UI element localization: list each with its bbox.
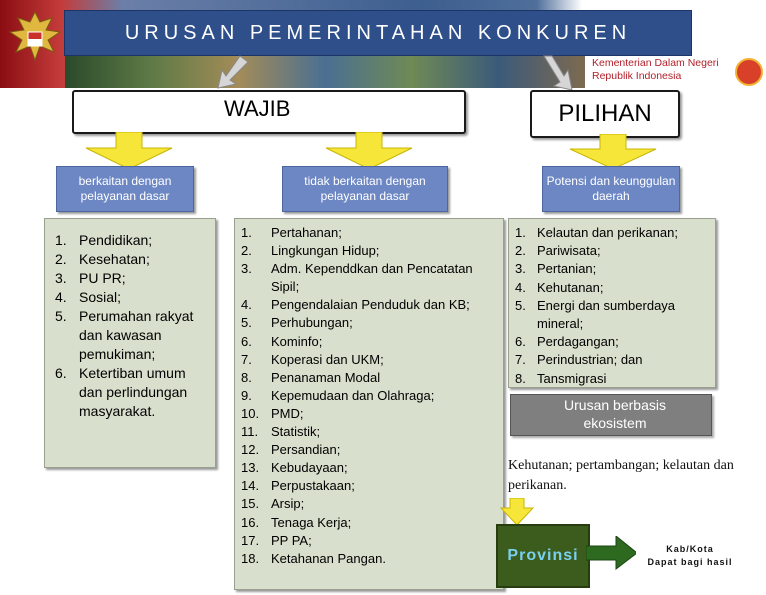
list-item-text: Koperasi dan UKM; <box>271 351 384 367</box>
ministry-line-1: Kementerian Dalam Negeri <box>592 57 719 69</box>
list-item <box>241 296 489 314</box>
yellow-arrow-2-icon <box>324 132 414 170</box>
list-item-number: 8. <box>241 369 252 385</box>
list-item-number: 3. <box>515 261 526 277</box>
list-item-number: 16. <box>241 514 260 530</box>
list-item-text: Pendidikan; <box>79 232 153 248</box>
list-item <box>241 242 489 260</box>
wajib-box <box>72 90 466 134</box>
list-item-text: Kesehatan; <box>79 251 150 267</box>
list-item-text: Perindustrian; dan <box>537 352 643 368</box>
list-item-number: 18. <box>241 550 260 566</box>
list-item <box>515 279 711 297</box>
list-item-text: Perumahan rakyat dan kawasan pemukiman; <box>79 308 194 362</box>
provinsi-label: Provinsi <box>507 547 579 564</box>
list-item-text: Pengendalaian Penduduk dan KB; <box>271 297 470 313</box>
kabkota-text <box>640 543 740 569</box>
list-item-number: 17. <box>241 532 260 548</box>
yellow-arrow-1-icon <box>84 132 174 170</box>
list-non-pelayanan-dasar <box>234 218 504 590</box>
ministry-logo-icon <box>735 58 763 86</box>
list-item <box>241 514 489 532</box>
kabkota-label: Kab/Kota <box>666 544 714 554</box>
list-item-text: Ketertiban umum dan perlindungan masyarakat. <box>79 365 188 419</box>
list-item-text: Perhubungan; <box>271 315 353 331</box>
list-item <box>515 224 711 242</box>
list-item <box>515 297 711 333</box>
list-item <box>241 314 489 332</box>
list-item-number: 5. <box>241 315 252 331</box>
list-item-number: 4. <box>55 289 67 305</box>
kabkota-note: Dapat bagi hasil <box>647 557 733 567</box>
list-item <box>241 550 489 568</box>
list-item-number: 12. <box>241 442 260 458</box>
list-item-text: Persandian; <box>271 442 341 458</box>
list-item-text: Tansmigrasi <box>537 370 607 386</box>
list-item-number: 10. <box>241 405 260 421</box>
list-item <box>241 495 489 513</box>
pilihan-box <box>530 90 680 138</box>
arrow-to-kabkota-icon <box>586 536 638 570</box>
sub-header-potensi <box>542 166 680 212</box>
sub-header-pelayanan-dasar-label: berkaitan dengan pelayanan dasar <box>78 174 172 203</box>
list-item <box>241 459 489 477</box>
garuda-emblem-icon <box>6 8 64 68</box>
list-item <box>55 269 197 288</box>
list-item <box>515 260 711 278</box>
yellow-arrow-3-icon <box>568 134 658 170</box>
list-item-number: 2. <box>241 243 252 259</box>
page-title: URUSAN PEMERINTAHAN KONKUREN <box>124 21 632 44</box>
list-item-number: 4. <box>241 297 252 313</box>
list-item <box>515 351 711 369</box>
list-item <box>241 369 489 387</box>
list-item-number: 3. <box>55 270 67 286</box>
yellow-arrow-provinsi-icon <box>500 498 534 526</box>
list-item-number: 9. <box>241 387 252 403</box>
list-item-number: 7. <box>515 352 526 368</box>
ekosistem-box <box>510 394 712 436</box>
list-item-number: 13. <box>241 460 260 476</box>
list-item <box>55 307 197 364</box>
list-item-text: PU PR; <box>79 270 126 286</box>
list-item-text: Pariwisata; <box>537 243 601 259</box>
list-item-text: Kepemudaan dan Olahraga; <box>271 387 435 403</box>
list-item-number: 6. <box>241 333 252 349</box>
title-bar <box>64 10 692 56</box>
list-item-text: Kominfo; <box>271 333 323 349</box>
list-item-text: Kelautan dan perikanan; <box>537 225 678 240</box>
list-item <box>241 260 489 296</box>
list-item <box>515 242 711 260</box>
arrow-to-wajib-icon <box>212 54 252 92</box>
list-item-number: 2. <box>55 251 67 267</box>
list-item-text: Perdagangan; <box>537 334 619 350</box>
list-pelayanan-dasar <box>44 218 216 468</box>
sub-header-pelayanan-dasar <box>56 166 194 212</box>
wajib-label: WAJIB <box>224 96 291 121</box>
list-item-text: Kebudayaan; <box>271 460 348 476</box>
list-item-text: PP PA; <box>271 532 312 548</box>
sub-header-non-pelayanan-dasar <box>282 166 448 212</box>
list-item <box>241 405 489 423</box>
list-item-number: 14. <box>241 478 260 494</box>
list-item <box>241 351 489 369</box>
list-item-number: 15. <box>241 496 260 512</box>
list-item <box>55 288 197 307</box>
list-item-text: Energi dan sumberdaya mineral; <box>537 297 676 332</box>
list-item-number: 4. <box>515 279 526 295</box>
list-item-text: Arsip; <box>271 496 305 512</box>
list-item-text: Sosial; <box>79 289 122 305</box>
banner-scenery-image <box>65 52 585 88</box>
ministry-line-2: Republik Indonesia <box>592 70 682 82</box>
list-item <box>241 532 489 550</box>
list-item <box>241 477 489 495</box>
list-item <box>55 231 197 250</box>
list-item-text: Lingkungan Hidup; <box>271 243 380 259</box>
sub-header-potensi-label: Potensi dan keunggulan daerah <box>546 174 676 203</box>
ministry-name <box>592 57 732 83</box>
list-item-number: 2. <box>515 243 526 259</box>
list-item-number: 1. <box>241 225 252 240</box>
list-item <box>241 224 489 242</box>
list-item <box>241 441 489 459</box>
list-item-number: 8. <box>515 370 526 386</box>
list-item-text: Pertanian; <box>537 261 597 277</box>
list-item-number: 5. <box>55 308 67 324</box>
provinsi-box <box>496 524 590 588</box>
list-item-number: 1. <box>55 232 67 248</box>
pilihan-label: PILIHAN <box>558 100 652 127</box>
list-item <box>241 423 489 441</box>
list-item <box>55 250 197 269</box>
ekosistem-label: Urusan berbasis ekosistem <box>564 397 666 431</box>
ekosistem-description: Kehutanan; pertambangan; kelautan dan perikanan. <box>508 458 734 493</box>
list-item-number: 3. <box>241 261 252 277</box>
list-item-number: 6. <box>515 334 526 350</box>
list-item <box>241 333 489 351</box>
list-item-number: 6. <box>55 365 67 381</box>
sub-header-non-pelayanan-dasar-label: tidak berkaitan dengan pelayanan dasar <box>304 174 426 203</box>
list-item <box>515 333 711 351</box>
list-item-text: Tenaga Kerja; <box>271 514 352 530</box>
list-item-text: Penanaman Modal <box>271 369 381 385</box>
list-potensi <box>508 218 716 388</box>
list-item-text: Pertahanan; <box>271 225 342 240</box>
list-item <box>515 370 711 388</box>
list-item-number: 5. <box>515 297 526 313</box>
list-item <box>241 387 489 405</box>
list-item-text: Adm. Kependdkan dan Pencatatan Sipil; <box>271 261 473 295</box>
list-item-text: Ketahanan Pangan. <box>271 550 386 566</box>
list-item-text: Perpustakaan; <box>271 478 355 494</box>
list-item-number: 1. <box>515 225 526 240</box>
list-item-text: Statistik; <box>271 424 321 440</box>
list-item-number: 7. <box>241 351 252 367</box>
arrow-to-pilihan-icon <box>538 54 578 94</box>
list-item-text: PMD; <box>271 405 304 421</box>
list-item-text: Kehutanan; <box>537 279 604 295</box>
list-item-number: 11. <box>241 424 259 440</box>
list-item <box>55 364 197 421</box>
